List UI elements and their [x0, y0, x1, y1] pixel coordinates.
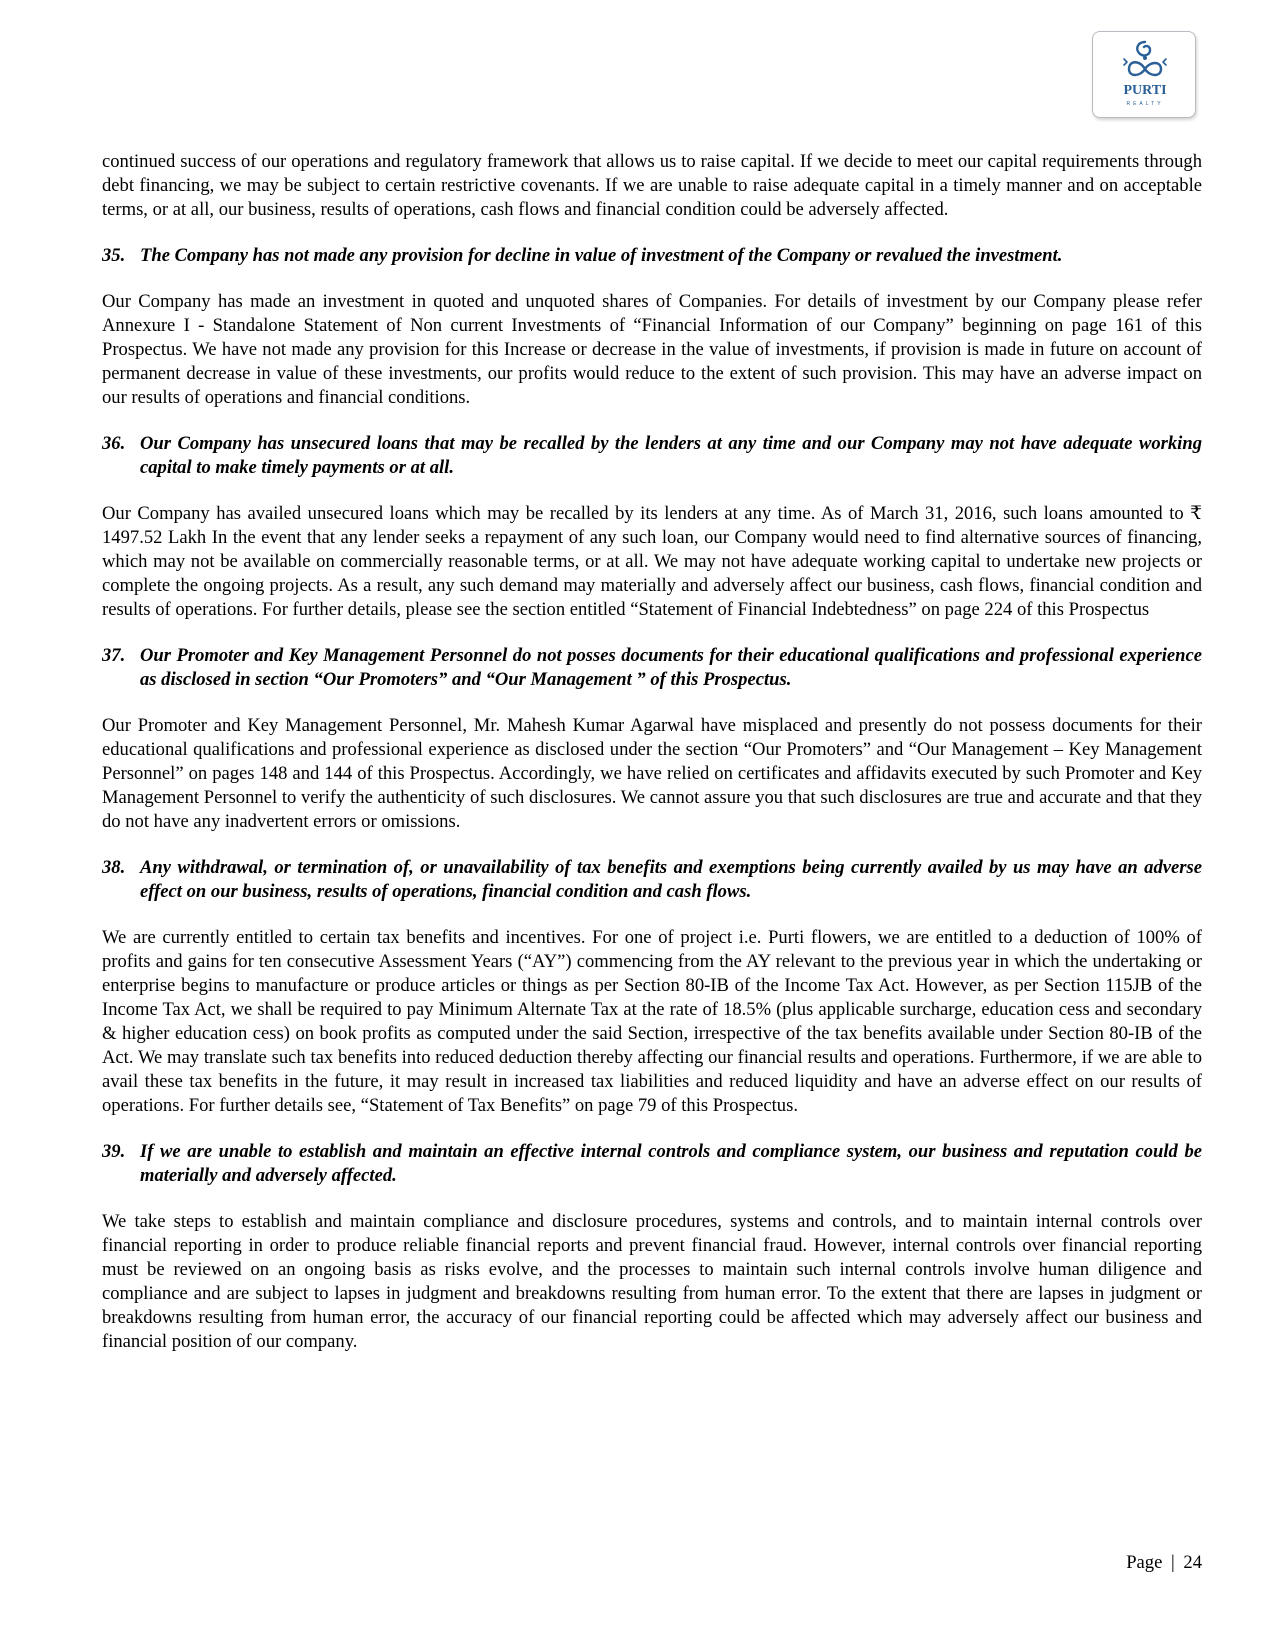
risk-paragraph-39: We take steps to establish and maintain compliance and disclosure procedures, systems and controls, and to maintain internal controls over financial reporting in order to produce reliable financial reports and prevent financial fraud. However, internal controls over financial reporting must be reviewed on an ongoing basis as risks evolve, and the processes to maintain such internal controls involve human diligence and compliance and are subject to lapses in judgment and breakdowns resulting from human error. To the extent that there are lapses in judgment or breakdowns resulting from human error, the accuracy of our financial reporting could be affected which may adversely affect our business and financial position of our company.: [102, 1211, 1202, 1352]
page-footer: [1126, 1552, 1202, 1574]
risk-number: 36.: [102, 433, 126, 454]
risk-heading-35: [102, 244, 1202, 268]
risk-number: 38.: [102, 857, 126, 878]
logo-sub-text: REALTY: [1126, 101, 1164, 107]
risk-heading-36: [102, 432, 1202, 480]
risk-heading-text: The Company has not made any provision for decline in value of investment of the Company or revalued the investment.: [140, 245, 1063, 266]
risk-number: 39.: [102, 1141, 126, 1162]
document-body: [102, 150, 1202, 1376]
risk-heading-39: [102, 1140, 1202, 1188]
page-label: Page: [1126, 1552, 1163, 1573]
risk-paragraph-35: Our Company has made an investment in quoted and unquoted shares of Companies. For details of investment by our Company please refer Annexure I - Standalone Statement of Non current Investments of “Financial Information of our Company” beginning on page 161 of this Prospectus. We have not made any provision for this Increase or decrease in the value of investments, if provision is made in future on account of permanent decrease in value of these investments, our profits would reduce to the extent of such provision. This may have an adverse impact on our results of operations and financial conditions.: [102, 291, 1202, 408]
risk-number: 37.: [102, 645, 126, 666]
page-separator: |: [1171, 1552, 1175, 1573]
risk-heading-text: Our Promoter and Key Management Personnel do not posses documents for their educational qualifications and professional experience as disclosed in section “Our Promoters” and “Our Management ” of this Prospectus.: [140, 645, 1202, 690]
purti-realty-logo-icon: [1093, 32, 1197, 119]
risk-heading-38: [102, 856, 1202, 904]
paragraph-continued: continued success of our operations and regulatory framework that allows us to raise capital. If we decide to meet our capital requirements through debt financing, we may be subject to certain restrictive covenants. If we are unable to raise adequate capital in a timely manner and on acceptable terms, or at all, our business, results of operations, cash flows and financial condition could be adversely affected.: [102, 151, 1202, 220]
risk-paragraph-37: Our Promoter and Key Management Personnel, Mr. Mahesh Kumar Agarwal have misplaced and presently do not possess documents for their educational qualifications and professional experience as disclosed under the section “Our Promoters” and “Our Management – Key Management Personnel” on pages 148 and 144 of this Prospectus. Accordingly, we have relied on certificates and affidavits executed by such Promoter and Key Management Personnel to verify the authenticity of such disclosures. We cannot assure you that such disclosures are true and accurate and that they do not have any inadvertent errors or omissions.: [102, 715, 1202, 832]
risk-number: 35.: [102, 245, 126, 266]
company-logo: [1092, 31, 1196, 118]
page-number: 24: [1183, 1552, 1202, 1573]
risk-paragraph-38: We are currently entitled to certain tax benefits and incentives. For one of project i.e. Purti flowers, we are entitled to a deduction of 100% of profits and gains for ten consecutive Assessment Years (“AY”) commencing from the AY relevant to the previous year in which the undertaking or enterprise begins to manufacture or produce articles or things as per Section 80-IB of the Income Tax Act. However, as per Section 115JB of the Income Tax Act, we shall be required to pay Minimum Alternate Tax at the rate of 18.5% (plus applicable surcharge, education cess and secondary & higher education cess) on book profits as computed under the said Section, irrespective of the tax benefits available under Section 80-IB of the Act. We may translate such tax benefits into reduced deduction thereby affecting our financial results and operations. Furthermore, if we are able to avail these tax benefits in the future, it may result in increased tax liabilities and reduced liquidity and have an adverse effect on our results of operations. For further details see, “Statement of Tax Benefits” on page 79 of this Prospectus.: [102, 927, 1202, 1116]
risk-paragraph-36: Our Company has availed unsecured loans which may be recalled by its lenders at any time. As of March 31, 2016, such loans amounted to ₹ 1497.52 Lakh In the event that any lender seeks a repayment of any such loan, our Company would need to find alternative sources of financing, which may not be available on commercially reasonable terms, or at all. We may not have adequate working capital to undertake new projects or complete the ongoing projects. As a result, any such demand may materially and adversely affect our business, cash flows, financial condition and results of operations. For further details, please see the section entitled “Statement of Financial Indebtedness” on page 224 of this Prospectus: [102, 503, 1202, 620]
logo-brand-text: PURTI: [1123, 83, 1167, 98]
risk-heading-text: Any withdrawal, or termination of, or unavailability of tax benefits and exemptions being currently availed by us may have an adverse effect on our business, results of operations, financial condition and cash flows.: [140, 857, 1202, 902]
risk-heading-37: [102, 644, 1202, 692]
risk-heading-text: If we are unable to establish and maintain an effective internal controls and compliance system, our business and reputation could be materially and adversely affected.: [140, 1141, 1202, 1186]
risk-heading-text: Our Company has unsecured loans that may be recalled by the lenders at any time and our Company may not have adequate working capital to make timely payments or at all.: [140, 433, 1202, 478]
